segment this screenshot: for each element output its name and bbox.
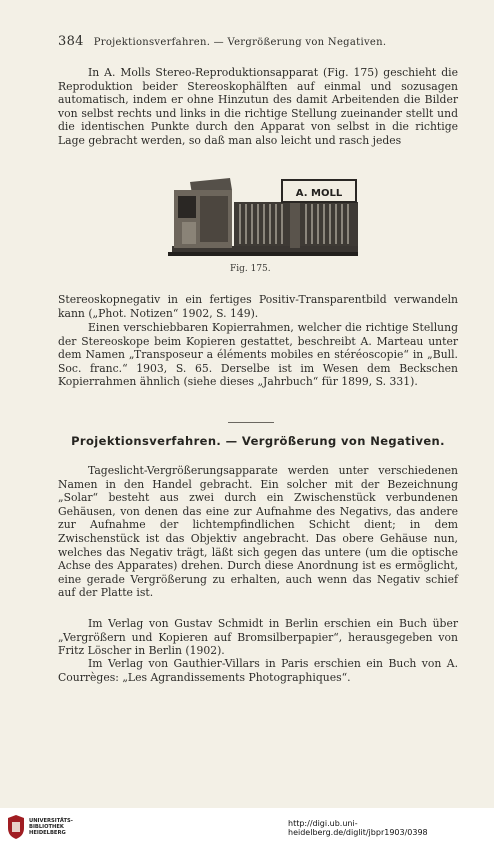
section-divider xyxy=(228,422,274,423)
paragraph-tageslicht: Tageslicht-Vergrößerungsapparate werden unter verschiedenen Namen in den Handel gebracht. Ein solcher mit der Bezeichnung „Solar“ besteht aus zwei durch ein Zwischenstück verbundenen Gehäusen, von denen das eine zur Aufnahme des Negativs, das andere zur Aufnahme der lichtempfindlichen Schicht dient; in dem Zwischenstück ist das Objektiv angebracht. Das obere Gehäuse nun, welches das Negativ trägt, läßt sich gegen das untere (um die optische Achse des Apparates) drehen. Durch diese Anordnung ist es ermöglicht, eine gerade Vergrößerung zu erhalten, auch wenn das Negativ schief auf der Platte ist. xyxy=(58,464,458,600)
figure-caption: Fig. 175. xyxy=(230,264,271,274)
section-heading: Projektionsverfahren. — Vergrößerung von Negativen. xyxy=(71,434,445,448)
paragraph-moll-apparatus: In A. Molls Stereo-Reproduktionsapparat (Fig. 175) geschieht die Reproduktion beider Stereoskophälften auf einmal und sozusagen automatisch, indem er ohne Hinzutun des damit Arbeitenden die Bilder von selbst rechts und links in die richtige Stellung zueinander stellt und die identischen Punkte durch den Apparat von selbst in die richtige Lage gebracht werden, so daß man also leicht und rasch jedes xyxy=(58,66,458,147)
paragraph-stereo-negative: Stereoskopnegativ in ein fertiges Positiv-Transparentbild verwandeln kann („Phot. Notizen“ 1902, S. 149). xyxy=(58,293,458,320)
figure-stereo-apparatus xyxy=(160,172,360,262)
university-library-logo-icon xyxy=(6,814,26,840)
stereo-apparatus-illustration xyxy=(160,172,360,262)
sign-text: A. MOLL xyxy=(295,188,343,199)
running-header xyxy=(58,34,438,49)
paragraph-kopierrahmen: Einen verschiebbaren Kopierrahmen, welcher die richtige Stellung der Stereoskope beim Kopieren gestattet, beschreibt A. Marteau unter dem Namen „Transposeur a éléments mobiles en stéréoscopie“ in „Bull. Soc. franc.“ 1903, S. 65. Derselbe ist im Wesen dem Beckschen Kopierrahmen ähnlich (siehe dieses „Jahrbuch“ für 1899, S. 331). xyxy=(58,321,458,389)
paragraph-verlag-gauthier: Im Verlag von Gauthier-Villars in Paris erschien ein Buch von A. Courrèges: „Les Agrandissements Photographiques“. xyxy=(58,657,458,684)
source-url-link[interactable]: http://digi.ub.uni-heidelberg.de/diglit/jbpr1903/0398 xyxy=(288,819,428,837)
page-number: 384 xyxy=(58,34,84,49)
paragraph-verlag-schmidt: Im Verlag von Gustav Schmidt in Berlin erschien ein Buch über „Vergrößern und Kopieren auf Bromsilberpapier“, herausgegeben von Fritz Löscher in Berlin (1902). xyxy=(58,617,458,658)
running-title: Projektionsverfahren. — Vergrößerung von Negativen. xyxy=(93,37,387,48)
library-name: UNIVERSITÄTS- BIBLIOTHEK HEIDELBERG xyxy=(29,818,73,837)
